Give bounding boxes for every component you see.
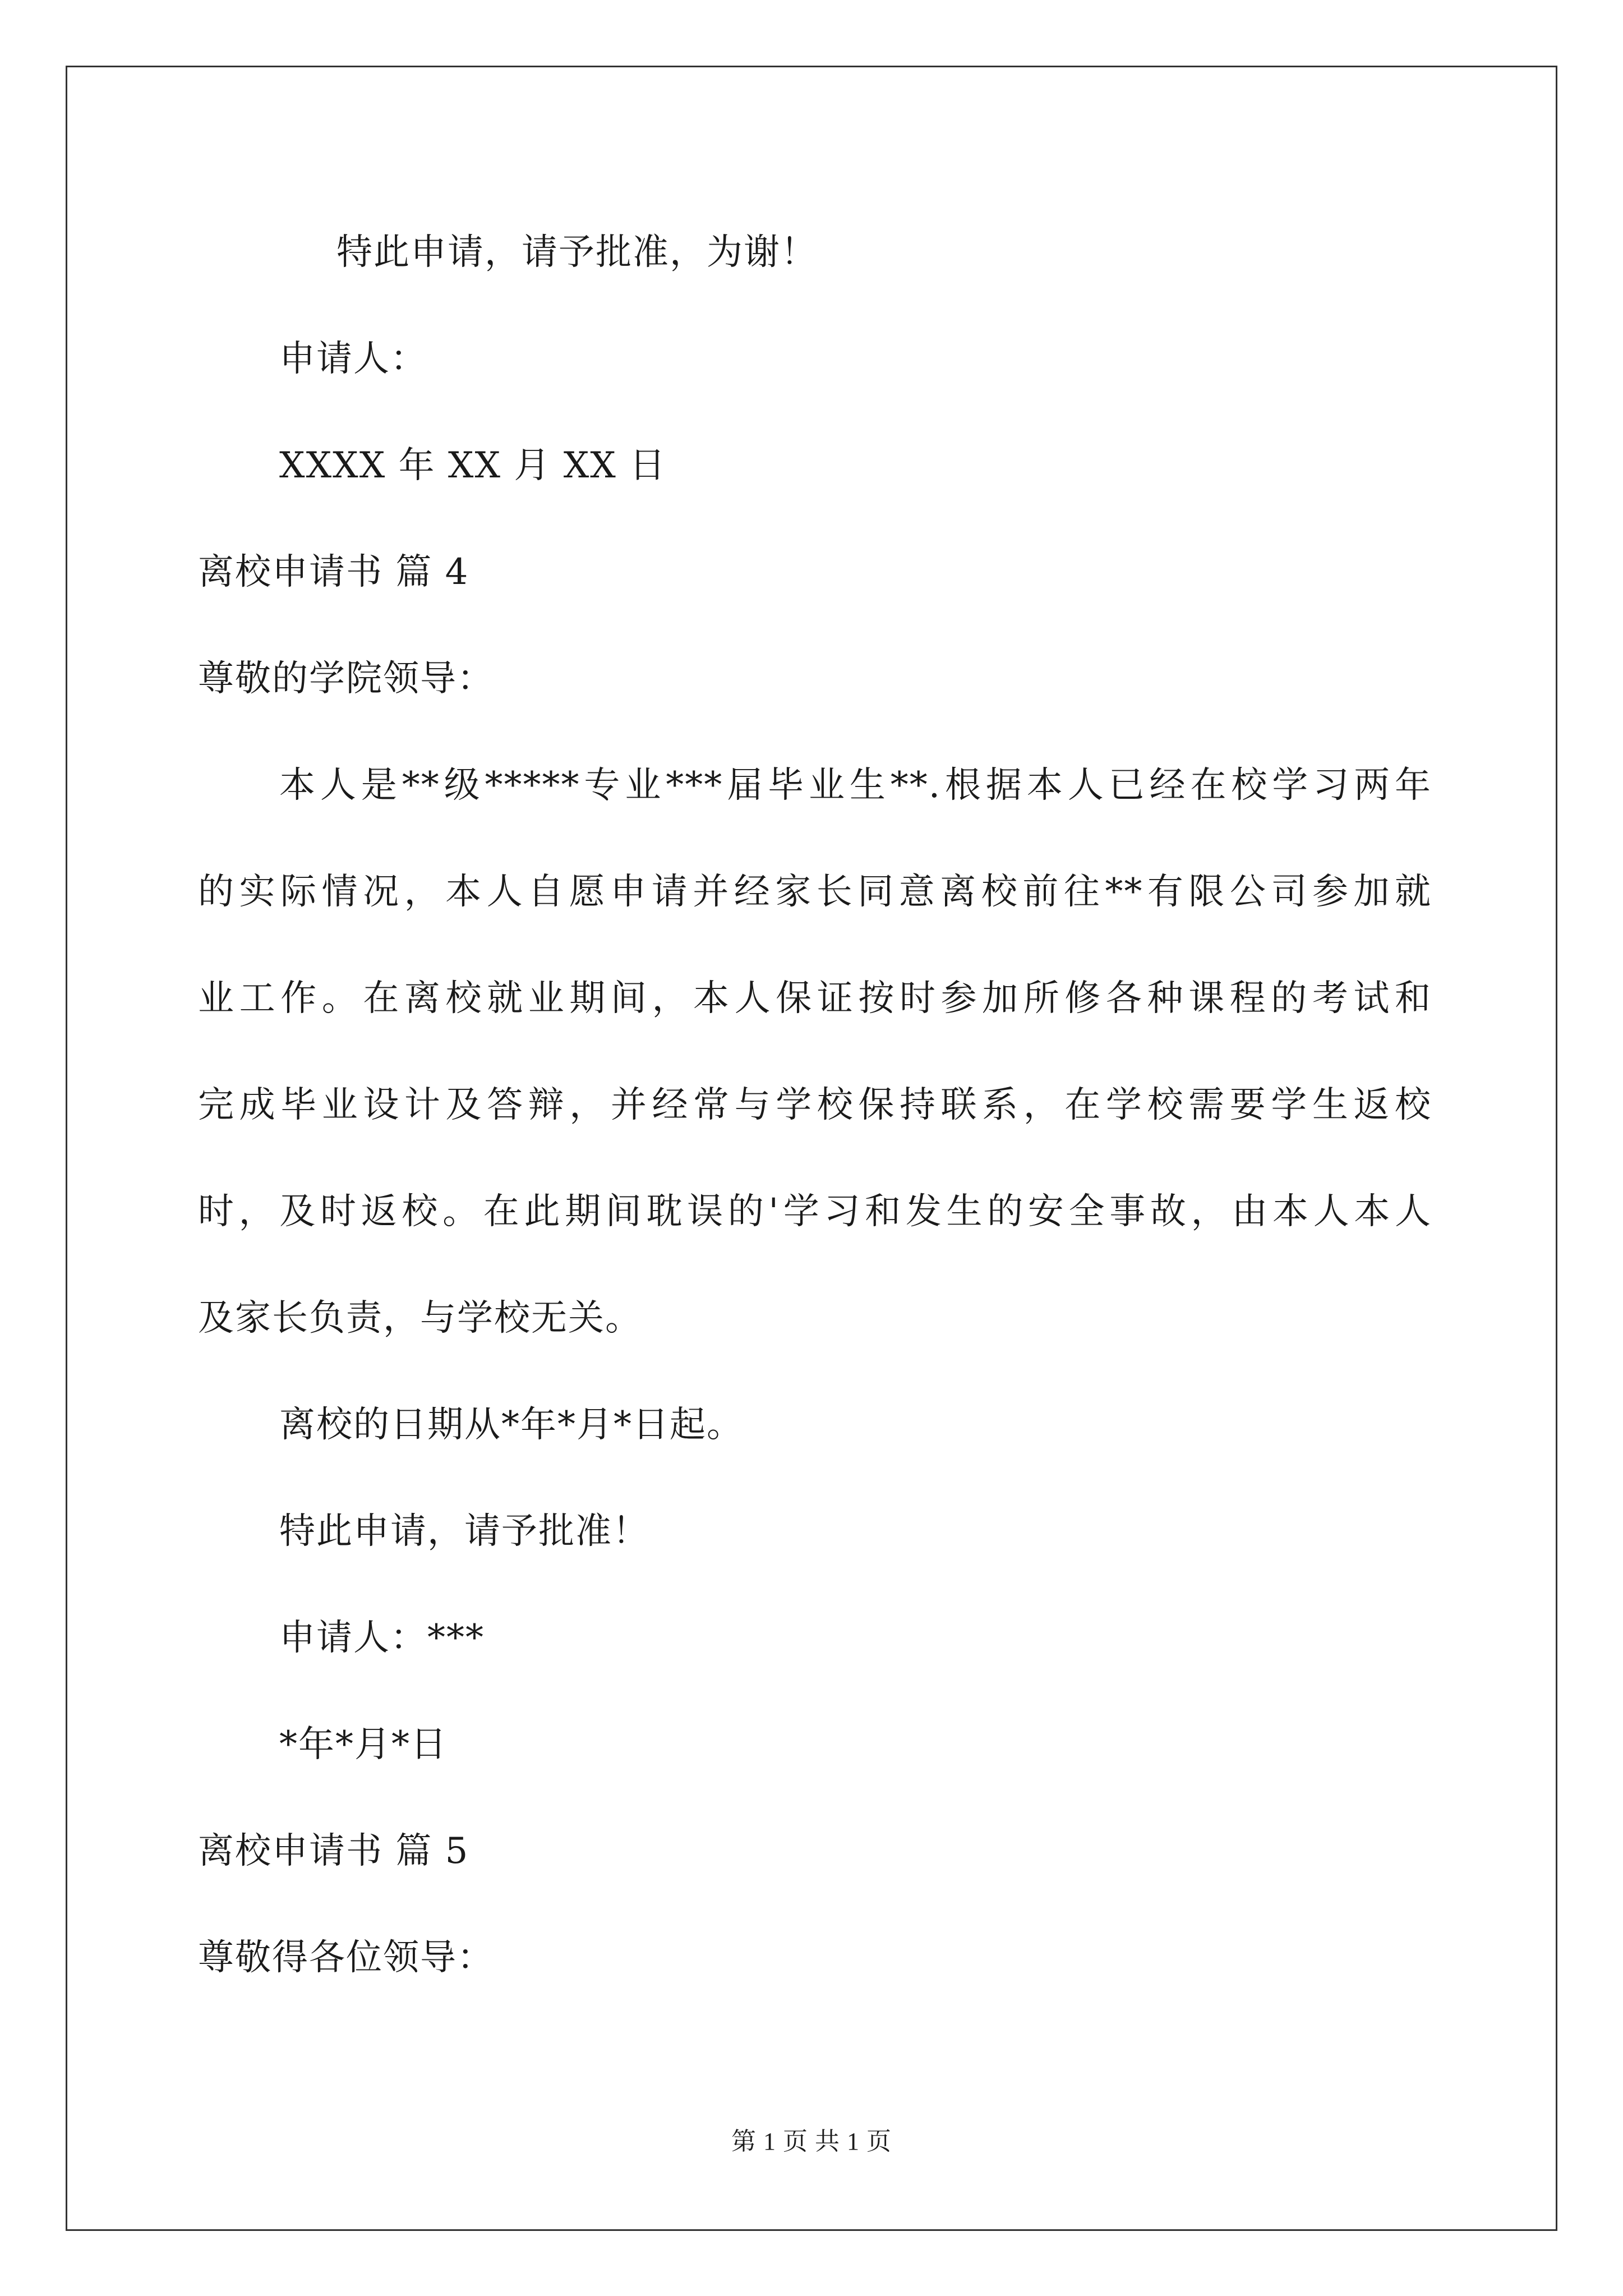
closing-request-line: 特此申请，请予批准！ (279, 1511, 649, 1552)
body-paragraph-line: 业工作。在离校就业期间，本人保证按时参加所修各种课程的考试和 (198, 978, 1432, 1019)
applicant-label: 申请人： (279, 338, 427, 380)
salutation: 尊敬的学院领导： (198, 658, 494, 700)
body-paragraph-line: 及家长负责，与学校无关。 (198, 1297, 642, 1339)
date-line: *年*月*日 (279, 1724, 448, 1765)
body-paragraph-line: 本人是**级*****专业***届毕业生**.根据本人已经在校学习两年 (279, 765, 1432, 806)
applicant-signature: 申请人：*** (279, 1617, 485, 1659)
date-line: XXXX 年 XX 月 XX 日 (279, 445, 667, 486)
section-heading-5: 离校申请书 篇 5 (198, 1830, 469, 1872)
salutation: 尊敬得各位领导： (198, 1937, 494, 1978)
body-paragraph-line: 时，及时返校。在此期间耽误的'学习和发生的安全事故，由本人本人 (198, 1191, 1432, 1232)
page-number-footer: 第 1 页 共 1 页 (731, 2128, 892, 2155)
closing-request-line: 特此申请，请予批准，为谢！ (336, 232, 818, 273)
leave-date-line: 离校的日期从*年*月*日起。 (279, 1404, 744, 1446)
page-border (66, 66, 1557, 2231)
section-heading-4: 离校申请书 篇 4 (198, 551, 469, 593)
body-paragraph-line: 的实际情况，本人自愿申请并经家长同意离校前往**有限公司参加就 (198, 871, 1432, 913)
body-paragraph-line: 完成毕业设计及答辩，并经常与学校保持联系，在学校需要学生返校 (198, 1084, 1432, 1126)
